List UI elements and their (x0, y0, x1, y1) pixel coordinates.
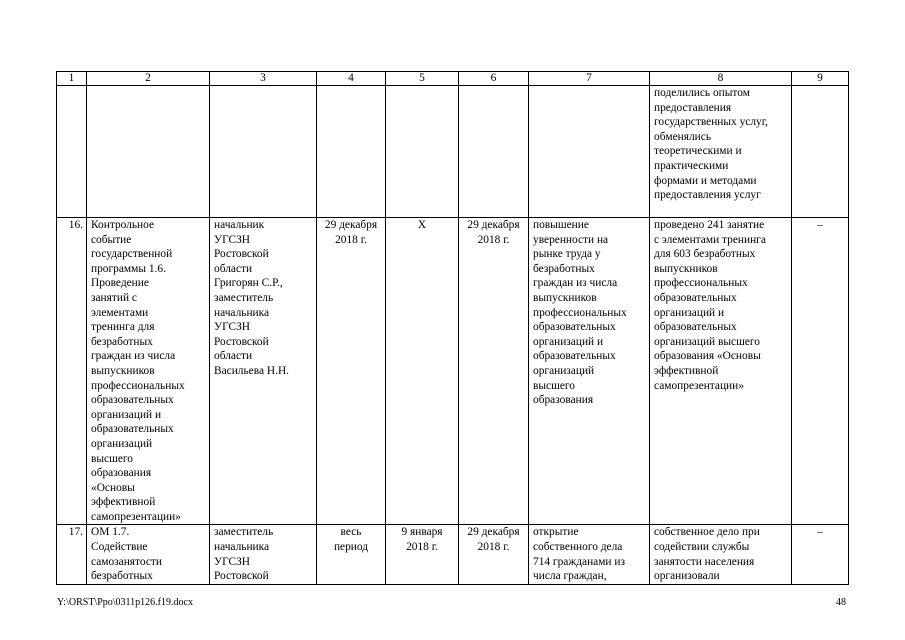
cell-line: период (333, 541, 369, 554)
cell-line: повышение (533, 219, 589, 231)
column-number: 4 (317, 72, 386, 86)
row-number: 17. (57, 525, 87, 584)
cell-line: 2018 г. (335, 233, 367, 246)
cell-line: эффективной (91, 496, 156, 509)
cell-line: образования «Основы (654, 350, 761, 363)
actual-result-cell (650, 525, 792, 584)
cell-line: начальника (214, 306, 270, 319)
cell-line: Григорян С.Р., (214, 277, 283, 290)
cell-line: эффективной (654, 364, 719, 377)
cell-line: начальник (214, 219, 265, 231)
problems-cell (792, 525, 849, 584)
cell-line: УГСЗН (214, 555, 251, 568)
cell-line: содействии службы (654, 541, 750, 554)
cell-line: образовательных (533, 350, 616, 363)
table-row-17 (57, 525, 849, 584)
column-number: 7 (529, 72, 650, 86)
planned-date-cell (317, 218, 386, 525)
cell-line: Ростовской (214, 335, 269, 348)
cell-line: 2018 г. (477, 541, 510, 554)
cell-line: Проведение (91, 277, 149, 290)
cell-line: Ростовской (214, 248, 269, 261)
page-number: 48 (836, 597, 846, 608)
expected-result-cell (529, 218, 650, 525)
table-row-16 (57, 218, 849, 525)
column-number: 8 (650, 72, 792, 86)
cell-line: элементами (91, 306, 149, 319)
cell-line: Васильева Н.Н. (214, 364, 290, 377)
cell-line: 2018 г. (406, 541, 438, 554)
cell-line: Содействие (91, 541, 148, 554)
cell-line: высшего (533, 379, 575, 392)
cell-line: Х (417, 219, 427, 231)
cell-line: 29 декабря (467, 219, 520, 231)
cell-line: проведено 241 занятие (654, 219, 765, 231)
expected-result-cell (529, 525, 650, 584)
cell-line: организаций высшего (654, 335, 760, 348)
cell-line: собственное дело при (654, 526, 760, 539)
cell-line: уверенности на (533, 233, 609, 246)
cell-line: безработных (533, 262, 595, 275)
cell-line: организаций и (654, 306, 725, 319)
table-cell (529, 86, 650, 218)
cell-line: заместитель (214, 291, 274, 304)
cell-line: граждан из числа (533, 277, 618, 290)
cell-line: организаций (91, 437, 153, 450)
cell-line: УГСЗН (214, 233, 251, 246)
cell-line: образовательных (91, 394, 174, 407)
cell-line: заместитель (214, 526, 274, 539)
table-cell (210, 86, 317, 218)
table-cell (386, 86, 459, 218)
table-cell (317, 86, 386, 218)
cell-line: государственных услуг, (654, 116, 768, 129)
cell-line: 29 декабря (467, 526, 520, 539)
cell-line: выпускников (533, 291, 597, 304)
report-table (56, 71, 849, 585)
cell-line: весь (340, 526, 362, 539)
column-number-row (57, 72, 849, 86)
actual-result-cell (650, 218, 792, 525)
planned-date-cell (317, 525, 386, 584)
cell-line: безработных (91, 335, 153, 348)
cell-line: тренинга для (91, 321, 155, 334)
cell-line: предоставления услуг (654, 189, 761, 202)
cell-line: образовательных (654, 291, 737, 304)
responsible-cell (210, 218, 317, 525)
footer-file-path: Y:\ORST\Ppo\0311p126.f19.docx (57, 597, 193, 608)
table-cell-result (650, 86, 792, 218)
start-date-cell (386, 525, 459, 584)
cell-line: 2018 г. (477, 233, 510, 246)
table-cell (57, 86, 87, 218)
end-date-cell (459, 525, 529, 584)
cell-line: профессиональных (654, 277, 748, 290)
cell-line: 714 гражданами из (533, 555, 625, 568)
cell-line: профессиональных (91, 379, 185, 392)
cell-line: организаций и (91, 408, 162, 421)
responsible-cell (210, 525, 317, 584)
cell-line: Контрольное (91, 219, 155, 231)
column-number: 9 (792, 72, 849, 86)
cell-line: области (214, 262, 253, 275)
column-number: 1 (57, 72, 87, 86)
cell-line: организаций (533, 364, 595, 377)
column-number: 3 (210, 72, 317, 86)
table-cell (87, 86, 210, 218)
problems-cell (792, 218, 849, 525)
cell-line: выпускников (91, 364, 155, 377)
table-row-continuation (57, 86, 849, 218)
cell-line: поделились опытом (654, 87, 750, 99)
cell-line: организовали (654, 570, 720, 583)
cell-line: образования (91, 467, 152, 480)
cell-line: самозанятости (91, 555, 162, 568)
cell-line: Ростовской (214, 570, 269, 583)
cell-line: выпускников (654, 262, 718, 275)
cell-line: предоставления (654, 101, 732, 114)
cell-line: 29 декабря (324, 219, 378, 231)
cell-line: «Основы (91, 481, 135, 494)
cell-line: образовательных (91, 423, 174, 436)
start-date-cell (386, 218, 459, 525)
cell-line: числа граждан, (533, 570, 607, 583)
column-number: 5 (386, 72, 459, 86)
table-cell (792, 86, 849, 218)
cell-line: УГСЗН (214, 321, 251, 334)
cell-line: начальника (214, 541, 270, 554)
cell-line: ОМ 1.7. (91, 526, 130, 539)
cell-line: образовательных (533, 321, 616, 334)
cell-line: безработных (91, 570, 153, 583)
cell-line: занятий с (91, 291, 137, 304)
cell-line: открытие (533, 526, 579, 539)
cell-line: для 603 безработных (654, 248, 756, 261)
cell-line: 9 января (401, 526, 443, 539)
cell-line: обменялись (654, 130, 712, 143)
table-cell (459, 86, 529, 218)
event-name-cell (87, 525, 210, 584)
cell-line: формами и методами (654, 174, 757, 187)
cell-line: самопрезентации» (91, 510, 181, 523)
cell-line: высшего (91, 452, 133, 465)
cell-line: с элементами тренинга (654, 233, 766, 246)
cell-line: практическими (654, 159, 729, 172)
cell-line: событие (91, 233, 132, 246)
cell-line: области (214, 350, 253, 363)
end-date-cell (459, 218, 529, 525)
cell-line: образования (533, 394, 594, 407)
cell-line: профессиональных (533, 306, 627, 319)
cell-line: – (817, 526, 823, 539)
cell-line: занятости населения (654, 555, 755, 568)
cell-line: государственной (91, 248, 173, 261)
event-name-cell (87, 218, 210, 525)
cell-line: программы 1.6. (91, 262, 166, 275)
row-number: 16. (57, 218, 87, 525)
cell-line: образовательных (654, 321, 737, 334)
cell-line: организаций и (533, 335, 604, 348)
column-number: 2 (87, 72, 210, 86)
column-number: 6 (459, 72, 529, 86)
cell-line: рынке труда у (533, 248, 601, 261)
cell-line: теоретическими и (654, 145, 742, 158)
cell-line: граждан из числа (91, 350, 176, 363)
cell-line: собственного дела (533, 541, 623, 554)
cell-line: самопрезентации» (654, 379, 744, 392)
cell-line: – (817, 219, 823, 231)
